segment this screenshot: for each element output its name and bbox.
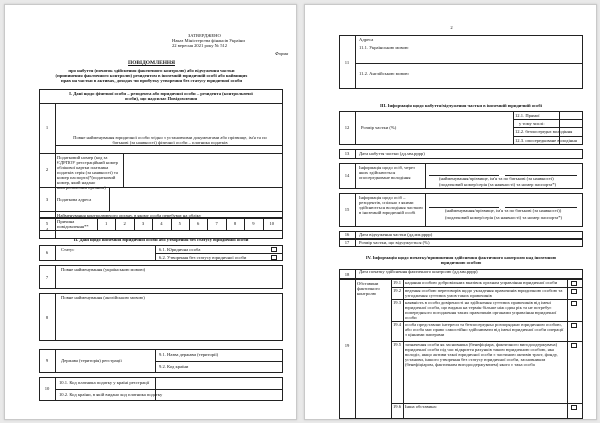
row-19-item-3-checkbox[interactable] — [571, 301, 577, 306]
reason-box-7[interactable]: 7 — [215, 221, 218, 226]
row-19-item-1-checkbox[interactable] — [571, 281, 577, 286]
row-3-label: Податкова адреса — [57, 197, 92, 202]
row-8-label: Повне найменування (англійською мовою) — [61, 295, 145, 300]
row-19-item-4-text: особа представляє інтереси та безпосередньо розпоряджає юридичною особою, або особа має право самостійно здійснювати від імені юридичної особи операції з цінними паперами — [405, 322, 564, 337]
row-19-item-5-number: 19.5 — [392, 342, 402, 347]
row-17-label: Розмір частки, що відчужується (%) — [359, 240, 430, 245]
row-19-item-2-checkbox[interactable] — [571, 289, 577, 294]
reason-box-2[interactable]: 2 — [123, 221, 126, 226]
row-11-option-2: 11.2. Англійською мовою — [359, 71, 409, 76]
row-19-item-5-checkbox[interactable] — [571, 343, 577, 348]
section-1-title-2: особи), що надсилає Повідомлення — [124, 96, 198, 101]
row-8-number: 8 — [45, 315, 49, 320]
approval-line-2: Наказ Міністерства фінансів України — [172, 38, 245, 43]
row-4-label: Найменування контролюючого органу, в якому особа перебуває на обліку — [57, 213, 202, 218]
row-11 — [339, 35, 583, 89]
row-12-option-2: у тому числі: — [519, 121, 545, 126]
section-4-title-1: IV. Інформація щодо початку/припинення здійснення фактичного контролю над іноземною — [365, 255, 557, 260]
row-7-label: Повне найменування (українською мовою) — [61, 267, 146, 272]
row-19-item-6-text: Інша обставина: — [405, 404, 437, 409]
row-12-label: Розмір частки (%) — [361, 125, 397, 130]
checkbox-6-1[interactable] — [271, 247, 277, 252]
row-19-item-4-number: 19.4 — [392, 322, 402, 327]
reason-box-5[interactable]: 5 — [178, 221, 181, 226]
row-19-item-2-number: 19.2 — [392, 288, 402, 293]
row-11-option-1: 11.1. Українською мовою — [359, 45, 409, 50]
row-19-item-3-text: наявність в особи довіреності на здійснення суттєвих правочинів від імені юридичної особи, що видана на термін більше ніж один рік та не потребує попереднього погодження таких правочинів органами управління юридичної особи — [405, 300, 557, 320]
page-number: 2 — [450, 25, 453, 30]
section-3-title: ІІІ. Інформація щодо набуття/відчуження частки в іноземній юридичній особі — [380, 103, 542, 108]
reason-box-4[interactable]: 4 — [160, 221, 163, 226]
row-12-number: 12 — [344, 125, 350, 130]
row-9-number: 9 — [45, 358, 49, 363]
row-16-label: Дата відчуження частки (дд.мм.рррр) — [359, 232, 433, 237]
row-11-number: 11 — [344, 60, 350, 65]
row-1-number: 1 — [45, 125, 49, 130]
row-19-label: Обставини фактичного контролю — [357, 281, 380, 296]
row-19-item-6-number: 19.6 — [392, 404, 402, 409]
reason-box-9[interactable]: 9 — [252, 221, 255, 226]
row-19-item-1-number: 19.1 — [392, 280, 402, 285]
row-15-number: 15 — [344, 207, 350, 212]
row-8 — [39, 293, 283, 341]
row-7-number: 7 — [45, 275, 49, 280]
reason-box-10[interactable]: 10 — [269, 221, 275, 226]
section-2-title: ІІ. Дані щодо іноземної юридичної особи або утворення без статусу юридичної особи — [73, 237, 249, 242]
page-2 — [304, 4, 597, 420]
reason-box-6[interactable]: 6 — [197, 221, 200, 226]
row-6-option-2: 6.2. Утворення без статусу юридичної особи — [159, 255, 247, 260]
row-1-label: Повне найменування юридичної особи згідно з установчими документами або прізвище, ім'я та по батькові (за наявності) фізичної особи – платника податків — [73, 135, 267, 145]
document-subtitle-3: прав на частки в активах, доходах чи прибутку утворення без статусу юридичної особи — [60, 78, 243, 83]
row-12-option-1: 12.1. Прямої — [515, 113, 540, 118]
document-subtitle-1: про набуття (початок здійснення фактичного контролю) або відчуження частки — [68, 68, 235, 73]
row-6-number: 6 — [45, 250, 49, 255]
row-14-number: 14 — [344, 173, 350, 178]
row-15-label: Інформація щодо осіб – резидентів, спільно з якими здійснюється володіння часткою в іноземній юридичній особі — [359, 195, 423, 215]
row-19-item-2-text: ведення особою переговорів щодо укладення правочинів юридичною особою та узгодження суттєвих умов таких правочинів — [405, 288, 563, 298]
approval-line-1: ЗАТВЕРДЖЕНО — [188, 33, 221, 38]
row-12-option-4: 12.3. опосередковане володіння — [515, 138, 577, 143]
section-1-title-1: І. Дані щодо фізичної особи – резидента або юридичної особи – резидента (контрольючої — [69, 91, 253, 96]
row-10-option-1: 10.1. Код платника податку у країні реєстрації — [59, 380, 150, 385]
row-14-sub-2: (податковий номер/серія (за наявності) та номер паспорта*) — [439, 182, 557, 187]
row-5-number: 5 — [45, 221, 49, 226]
row-6-label: Статус — [61, 247, 75, 252]
checkbox-6-2[interactable] — [271, 255, 277, 260]
row-11-label: Адреса — [359, 37, 374, 42]
row-19-item-5-text: зазначення особи як засновника (бенефіціара, фактичного вигодоодержувача) юридичної особи під час відкриття рахунків такою юридичною особою, яка володіє, якщо активи такої юридичної особи є частиною активів траст, фонду, установи, іншого утворення без статусу юридичної особи, засновником (бенефіціаром, фактичним вигодоодержувачем) якого є така особа — [405, 342, 558, 367]
reason-box-3[interactable]: 3 — [141, 221, 145, 226]
row-12-option-3: 12.2. безпосереднє володіння — [515, 129, 573, 134]
row-10-option-2: 10.2. Код країни, в якій видано код платника податку — [59, 392, 163, 397]
page-1 — [4, 4, 297, 420]
row-14-label: Інформація щодо осіб, через яких здійснюється опосередковане володіння — [359, 165, 415, 180]
row-18-label: Дата початку здійснення фактичного контролю (дд.мм.рррр) — [359, 269, 478, 274]
row-3-number: 3 — [45, 197, 49, 202]
approval-line-3: 22 вересня 2021 року № 512 — [172, 43, 228, 48]
row-14-sub-1: (найменування/прізвище, ім'я та по батькові (за наявності) — [439, 176, 554, 181]
row-13-label: Дата набуття частки (дд.мм.рррр) — [359, 151, 425, 156]
row-19-item-1-text: надання особою добровільних вказівок органам управління юридичної особи — [405, 280, 558, 285]
row-13-number: 13 — [344, 151, 350, 156]
document-title: ПОВІДОМЛЕННЯ — [128, 60, 175, 66]
row-18-number: 18 — [344, 272, 350, 277]
row-19-number: 19 — [344, 343, 350, 348]
row-9-option-1: 9.1. Назва держави (території) — [159, 352, 219, 357]
row-19-item-3-number: 19.3 — [392, 300, 402, 305]
form-label: Форма — [275, 51, 289, 56]
row-6-option-1: 6.1. Юридична особа — [159, 247, 201, 252]
row-9-label: Держава (територія) реєстрації — [61, 358, 122, 363]
row-5-label: Причина повідомлення** — [57, 219, 89, 229]
row-2-number: 2 — [45, 167, 49, 172]
row-10-number: 10 — [44, 386, 50, 391]
row-15-sub-1: (найменування/прізвище, ім'я та по батькові (за наявності)) — [445, 208, 562, 213]
row-15-sub-2: (податковий номер/серія (за наявності) та номер паспорта*) — [445, 215, 563, 220]
reason-box-8[interactable]: 8 — [233, 221, 237, 226]
row-19-item-6-checkbox[interactable] — [571, 405, 577, 410]
row-2-label: Податковий номер (код за ЄДРПОУ реєстраційний номер облікової картки платника податків серія (за наявності) та номер паспорта)*(податковий номер, який надано контролюючим органом) — [57, 155, 118, 190]
row-17-number: 17 — [344, 240, 350, 245]
row-19-item-4-checkbox[interactable] — [571, 323, 577, 328]
row-9-option-2: 9.2. Код країни — [159, 364, 189, 369]
section-4-title-2: юридичною особою — [440, 260, 482, 265]
reason-box-1[interactable]: 1 — [105, 221, 108, 226]
document-subtitle-2: (припинення фактичного контролю) резидентом в іноземній юридичній особі або найвищих — [55, 73, 248, 78]
row-4-number: 4 — [45, 227, 49, 232]
row-16-number: 16 — [344, 232, 350, 237]
